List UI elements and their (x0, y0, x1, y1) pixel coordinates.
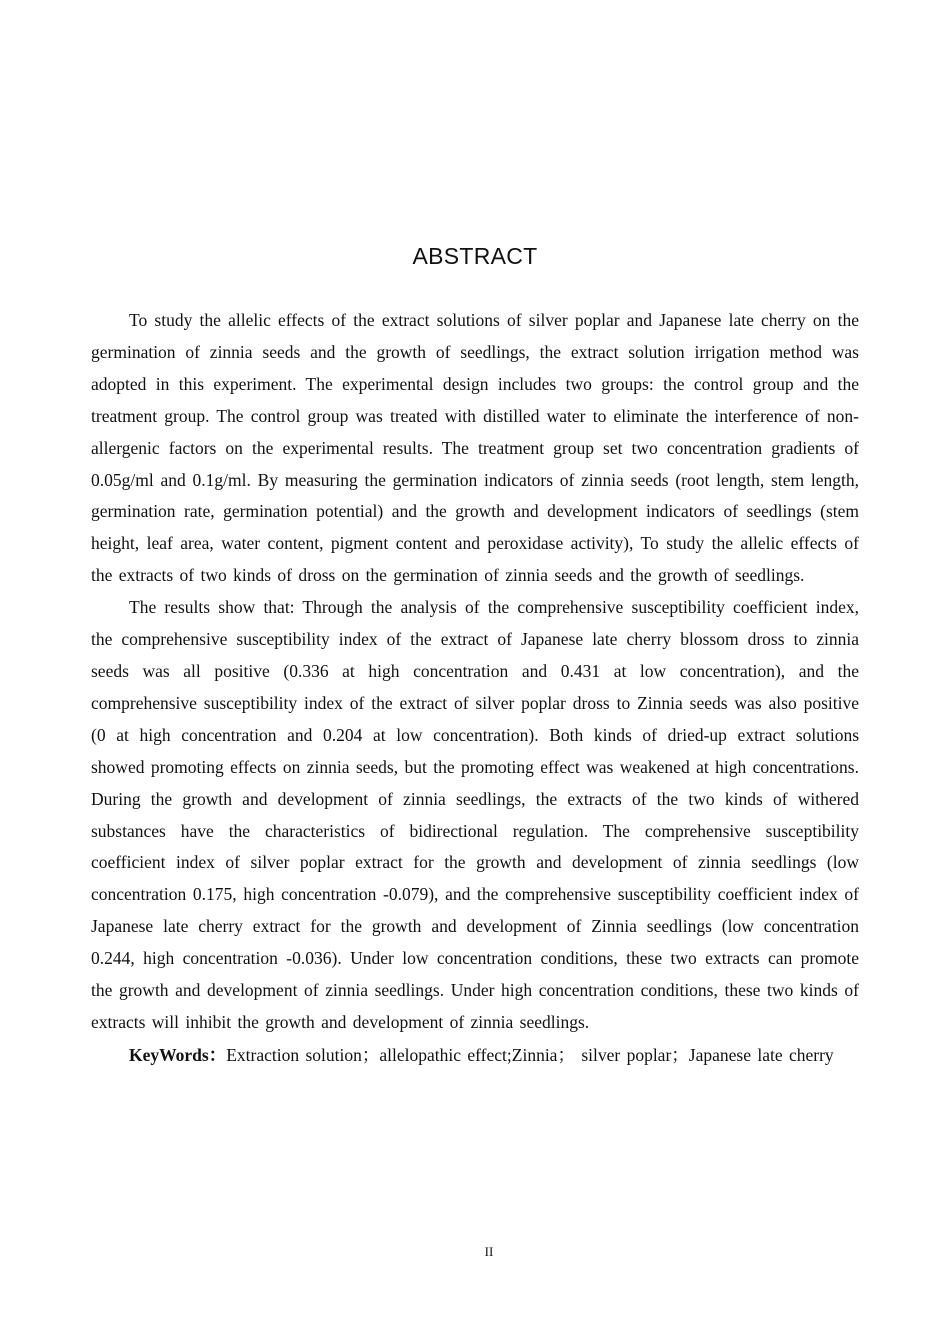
keywords-label: KeyWords： (129, 1044, 227, 1065)
keywords-line (91, 1040, 859, 1072)
abstract-paragraph-1: To study the allelic effects of the extract solutions of silver poplar and Japanese late cherry on the germination of zinnia seeds and the growth of seedlings, the extract solution irrigation method was adopted in this experiment. The experimental design includes two groups: the control group and the treatment group. The control group was treated with distilled water to eliminate the interference of non-allergenic factors on the experimental results. The treatment group set two concentration gradients of 0.05g/ml and 0.1g/ml. By measuring the germination indicators of zinnia seeds (root length, stem length, germination rate, germination potential) and the growth and development indicators of seedlings (stem height, leaf area, water content, pigment content and peroxidase activity), To study the allelic effects of the extracts of two kinds of dross on the germination of zinnia seeds and the growth of seedlings. (91, 310, 859, 586)
abstract-paragraph-2: The results show that: Through the analysis of the comprehensive susceptibility coefficient index, the comprehensive susceptibility index of the extract of Japanese late cherry blossom dross to zinnia seeds was all positive (0.336 at high concentration and 0.431 at low concentration), and the comprehensive susceptibility index of the extract of silver poplar dross to Zinnia seeds was also positive (0 at high concentration and 0.204 at low concentration). Both kinds of dried-up extract solutions showed promoting effects on zinnia seeds, but the promoting effect was weakened at high concentrations. During the growth and development of zinnia seedlings, the extracts of the two kinds of withered substances have the characteristics of bidirectional regulation. The comprehensive susceptibility coefficient index of silver poplar extract for the growth and development of zinnia seedlings (low concentration 0.175, high concentration -0.079), and the comprehensive susceptibility coefficient index of Japanese late cherry extract for the growth and development of Zinnia seedlings (low concentration 0.244, high concentration -0.036). Under low concentration conditions, these two extracts can promote the growth and development of zinnia seedlings. Under high concentration conditions, these two kinds of extracts will inhibit the growth and development of zinnia seedlings. (91, 597, 859, 1032)
keywords-text: Extraction solution；allelopathic effect;Zinnia； silver poplar；Japanese late cherry (226, 1044, 834, 1065)
abstract-title: ABSTRACT (412, 243, 538, 269)
abstract-body (91, 305, 859, 1072)
page-number: II (484, 1244, 494, 1259)
